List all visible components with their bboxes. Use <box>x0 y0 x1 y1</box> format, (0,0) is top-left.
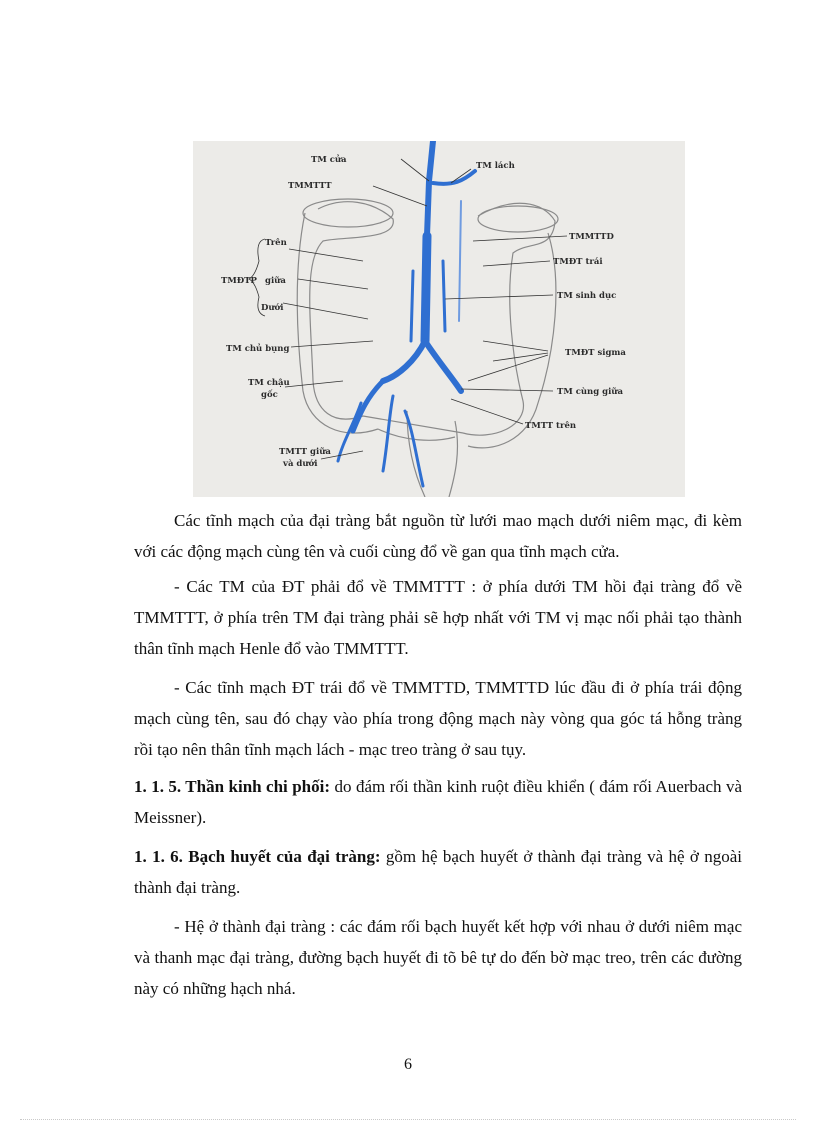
label-tm-sinh-duc: TM sinh dục <box>557 291 617 301</box>
label-tmdt-trai: TMĐT trái <box>553 257 603 267</box>
section-innervation-text: do đám rối thần kinh ruột điều khiển ( đám rối Auerbach và Meissner). <box>134 777 743 827</box>
page-number: 6 <box>404 1056 412 1073</box>
paragraph-wall-lymphatics: - Hệ ở thành đại tràng : các đám rối bạch huyết kết hợp với nhau ở dưới niêm mạc và thanh mạc đại tràng, đường bạch huyết đi tõ bê tự do đến bờ mạc treo, trên các đường này có những hạch nhá. <box>134 917 742 998</box>
main-text <box>134 505 742 1004</box>
label-duoi: Dưới <box>261 303 284 313</box>
label-tm-cua: TM cửa <box>311 155 347 165</box>
paragraph-venous-origin: Các tĩnh mạch của đại tràng bắt nguồn từ lưới mao mạch dưới niêm mạc, đi kèm với các động mạch cùng tên và cuối cùng đổ về gan qua tĩnh mạch cửa. <box>134 511 742 561</box>
label-tm-lach: TM lách <box>476 161 515 171</box>
label-tm-cung-giua: TM cùng giữa <box>557 387 623 397</box>
label-tm-chau: TM chậu <box>248 378 290 388</box>
vein-network <box>338 141 475 486</box>
section-innervation <box>134 771 742 833</box>
label-tren: Trên <box>265 238 287 248</box>
label-tmtt-giua: TMTT giữa <box>279 447 331 457</box>
label-va-duoi: và dưới <box>283 459 318 469</box>
footer-divider <box>20 1119 796 1120</box>
paragraph-right-colon-veins: - Các TM của ĐT phải đổ về TMMTTT : ở phía dưới TM hồi đại tràng đổ về TMMTTT, ở phía trên TM đại tràng phải sẽ hợp nhất với TM vị mạc nối phải tạo thành thân tĩnh mạch Henle đổ vào TMMTTT. <box>134 577 742 658</box>
section-innervation-heading: 1. 1. 5. Thần kinh chi phối: <box>134 777 331 796</box>
label-tmmttt: TMMTTT <box>288 181 332 191</box>
colon-veins-diagram <box>193 141 685 497</box>
section-lymphatics-heading: 1. 1. 6. Bạch huyết của đại tràng: <box>134 847 381 866</box>
label-tmdtp: TMĐTP <box>221 276 257 286</box>
label-tmdt-sigma: TMĐT sigma <box>565 348 626 358</box>
label-tmmttd: TMMTTD <box>569 232 614 242</box>
label-tm-chu-bung: TM chủ bụng <box>226 344 290 354</box>
label-giua: giữa <box>265 276 286 286</box>
label-goc: gốc <box>261 390 278 400</box>
label-tmtt-tren: TMTT trên <box>525 421 577 431</box>
paragraph-left-colon-veins: - Các tĩnh mạch ĐT trái đổ về TMMTTD, TMMTTD lúc đầu đi ở phía trái động mạch cùng tên, sau đó chạy vào phía trong động mạch này vòng qua góc tá hỗng tràng rồi tạo nên thân tĩnh mạch lách - mạc treo tràng ở sau tụy. <box>134 678 742 759</box>
anatomy-figure <box>193 141 685 497</box>
section-lymphatics-text: gồm hệ bạch huyết ở thành đại tràng và hệ ở ngoài thành đại tràng. <box>134 847 742 897</box>
section-lymphatics <box>134 841 742 903</box>
